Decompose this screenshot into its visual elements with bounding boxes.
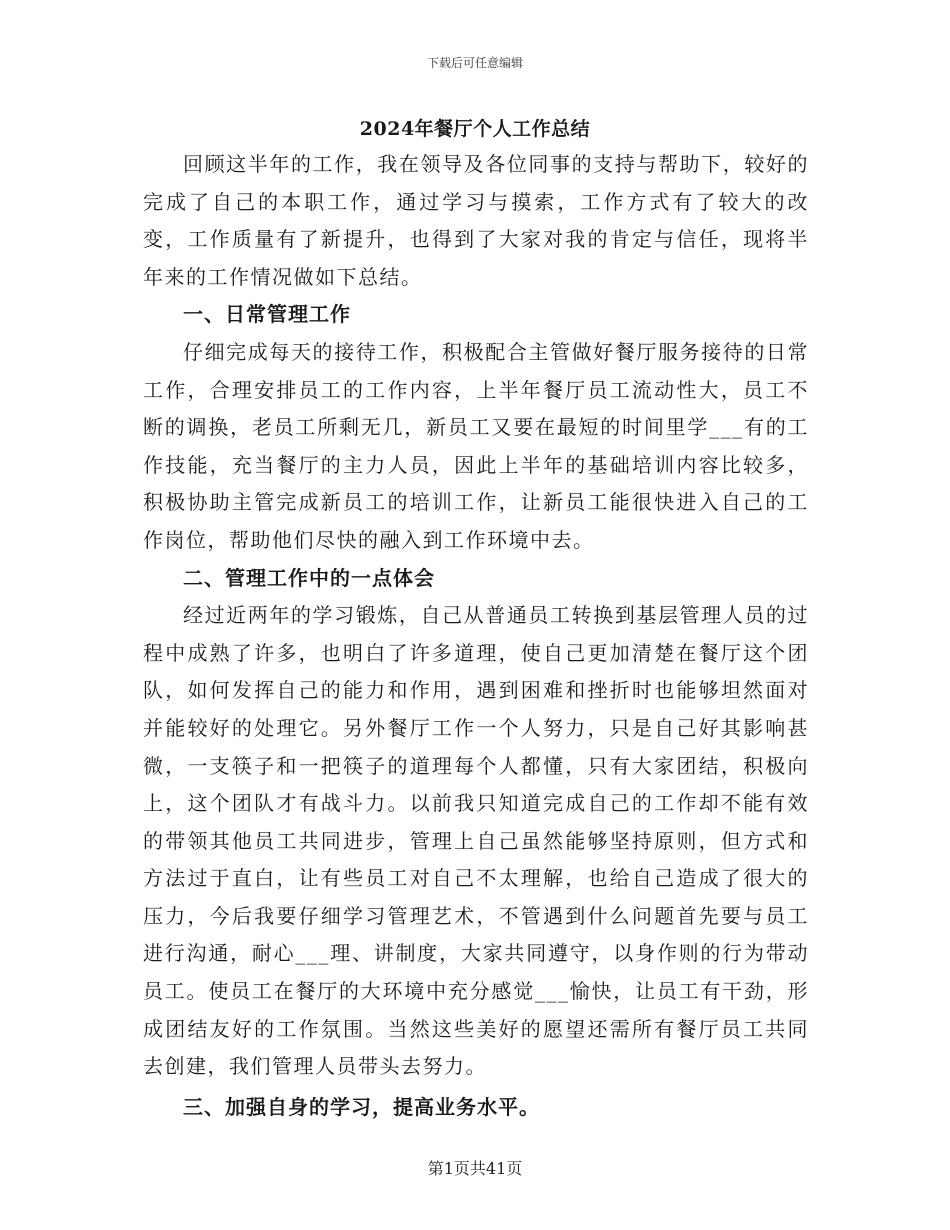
page-header-note: 下载后可任意编辑: [426, 56, 523, 70]
document-title: 2024年餐厅个人工作总结: [359, 118, 591, 140]
intro-paragraph: 回顾这半年的工作，我在领导及各位同事的支持与帮助下，较好的完成了自己的本职工作，通过学习与摸索，工作方式有了较大的改变，工作质量有了新提升，也得到了大家对我的肯定与信任，现将半年来的工作情况做如下总结。: [143, 152, 809, 289]
section-body-daily-management: 仔细完成每天的接待工作，积极配合主管做好餐厅服务接待的日常工作，合理安排员工的工作内容，上半年餐厅员工流动性大，员工不断的调换，老员工所剩无几，新员工又要在最短的时间里学___有的工作技能，充当餐厅的主力人员，因此上半年的基础培训内容比较多，积极协助主管完成新员工的培训工作，让新员工能很快进入自己的工作岗位，帮助他们尽快的融入到工作环境中去。: [143, 339, 809, 552]
section-heading-management-insights: 二、管理工作中的一点体会: [183, 565, 435, 590]
section-heading-self-study: 三、加强自身的学习，提高业务水平。: [183, 1094, 540, 1119]
document-body: [143, 146, 809, 1126]
section-body-management-insights: 经过近两年的学习锻炼，自己从普通员工转换到基层管理人员的过程中成熟了许多，也明白了许多道理，使自己更加清楚在餐厅这个团队，如何发挥自己的能力和作用，遇到困难和挫折时也能够坦然面对并能较好的处理它。另外餐厅工作一个人努力，只是自己好其影响甚微，一支筷子和一把筷子的道理每个人都懂，只有大家团结，积极向上，这个团队才有战斗力。以前我只知道完成自己的工作却不能有效的带领其他员工共同进步，管理上自己虽然能够坚持原则，但方式和方法过于直白，让有些员工对自己不太理解，也给自己造成了很大的压力，今后我要仔细学习管理艺术，不管遇到什么问题首先要与员工进行沟通，耐心___理、讲制度，大家共同遵守，以身作则的行为带动员工。使员工在餐厅的大环境中充分感觉___愉快，让员工有干劲，形成团结友好的工作氛围。当然这些美好的愿望还需所有餐厅员工共同去创建，我们管理人员带头去努力。: [143, 603, 809, 1079]
section-heading-daily-management: 一、日常管理工作: [183, 302, 351, 327]
page-number: 第1页共41页: [427, 1159, 523, 1178]
